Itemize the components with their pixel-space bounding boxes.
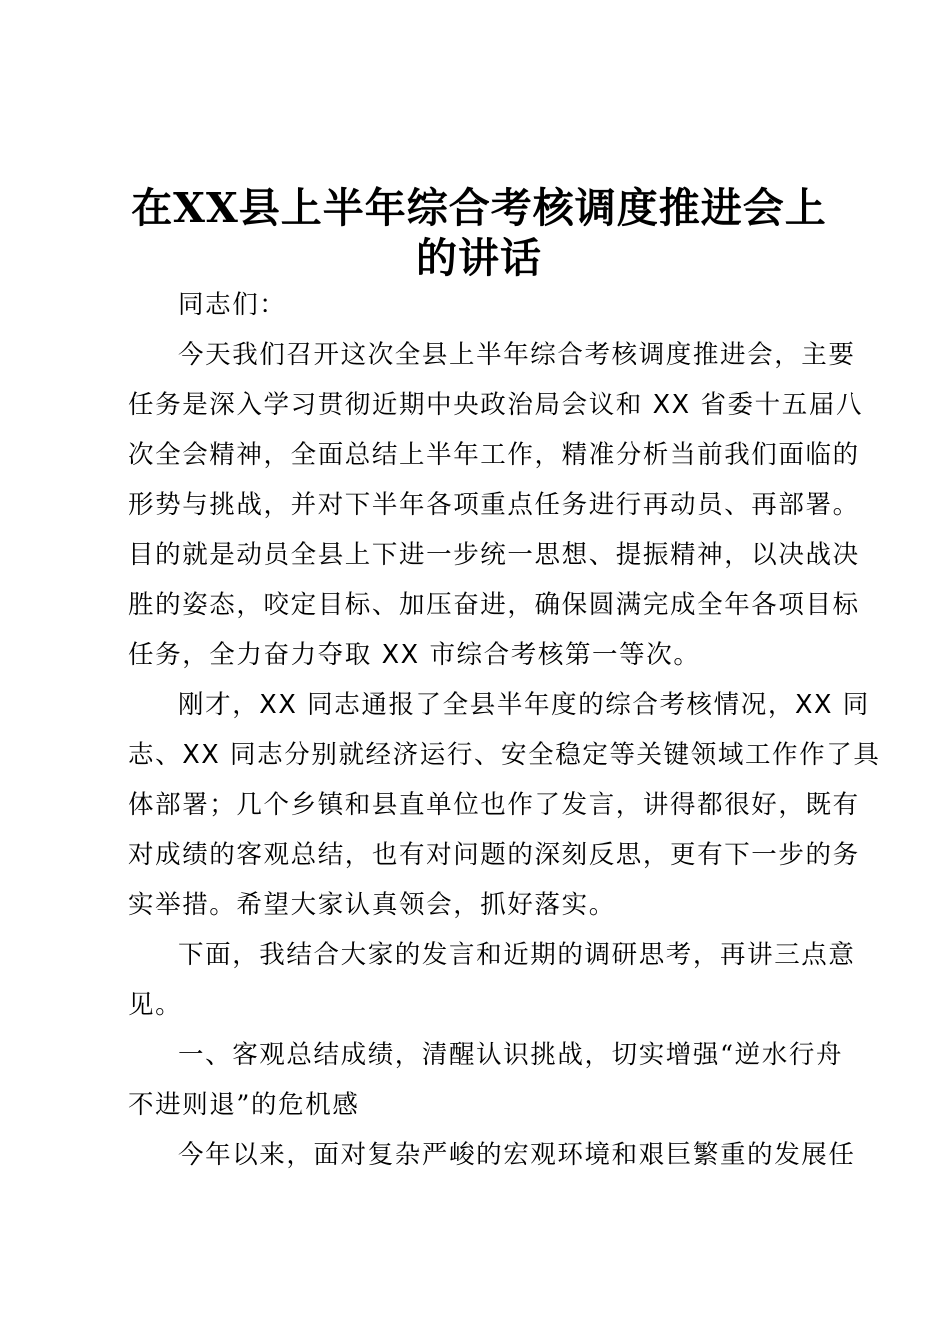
paragraph-1-line-3: 次全会精神，全面总结上半年工作，精准分析当前我们面临的: [128, 440, 860, 470]
paragraph-1-line-5: 目的就是动员全县上下进一步统一思想、提振精神，以决战决: [128, 540, 860, 570]
section-heading-1-line-1: 一、客观总结成绩，清醒认识挑战，切实增强“逆水行舟: [178, 1040, 844, 1070]
salutation: 同志们：: [178, 290, 287, 320]
document-title-line-1: 在XX县上半年综合考核调度推进会上: [131, 184, 827, 232]
paragraph-1-line-2: 任务是深入学习贯彻近期中央政治局会议和 XX 省委十五届八: [128, 390, 864, 420]
paragraph-3-line-1: 下面，我结合大家的发言和近期的调研思考，再讲三点意: [178, 940, 856, 970]
paragraph-2-line-2: 志、XX 同志分别就经济运行、安全稳定等关键领域工作作了具: [128, 740, 881, 770]
section-heading-1-line-2: 不进则退”的危机感: [128, 1090, 360, 1120]
paragraph-2-line-4: 对成绩的客观总结，也有对问题的深刻反思，更有下一步的务: [128, 840, 860, 870]
paragraph-2-line-3: 体部署；几个乡镇和县直单位也作了发言，讲得都很好，既有: [128, 790, 860, 820]
paragraph-1-line-7: 任务，全力奋力夺取 XX 市综合考核第一等次。: [128, 640, 701, 670]
paragraph-4-line-1: 今年以来，面对复杂严峻的宏观环境和艰巨繁重的发展任: [178, 1140, 856, 1170]
paragraph-2-line-5: 实举措。希望大家认真领会，抓好落实。: [128, 890, 616, 920]
paragraph-3-line-2: 见。: [128, 990, 183, 1020]
document-title-line-2: 的讲话: [416, 234, 542, 282]
paragraph-1-line-6: 胜的姿态，咬定目标、加压奋进，确保圆满完成全年各项目标: [128, 590, 860, 620]
paragraph-1-line-1: 今天我们召开这次全县上半年综合考核调度推进会，主要: [178, 340, 856, 370]
paragraph-1-line-4: 形势与挑战，并对下半年各项重点任务进行再动员、再部署。: [128, 490, 860, 520]
paragraph-2-line-1: 刚才，XX 同志通报了全县半年度的综合考核情况，XX 同: [178, 690, 870, 720]
